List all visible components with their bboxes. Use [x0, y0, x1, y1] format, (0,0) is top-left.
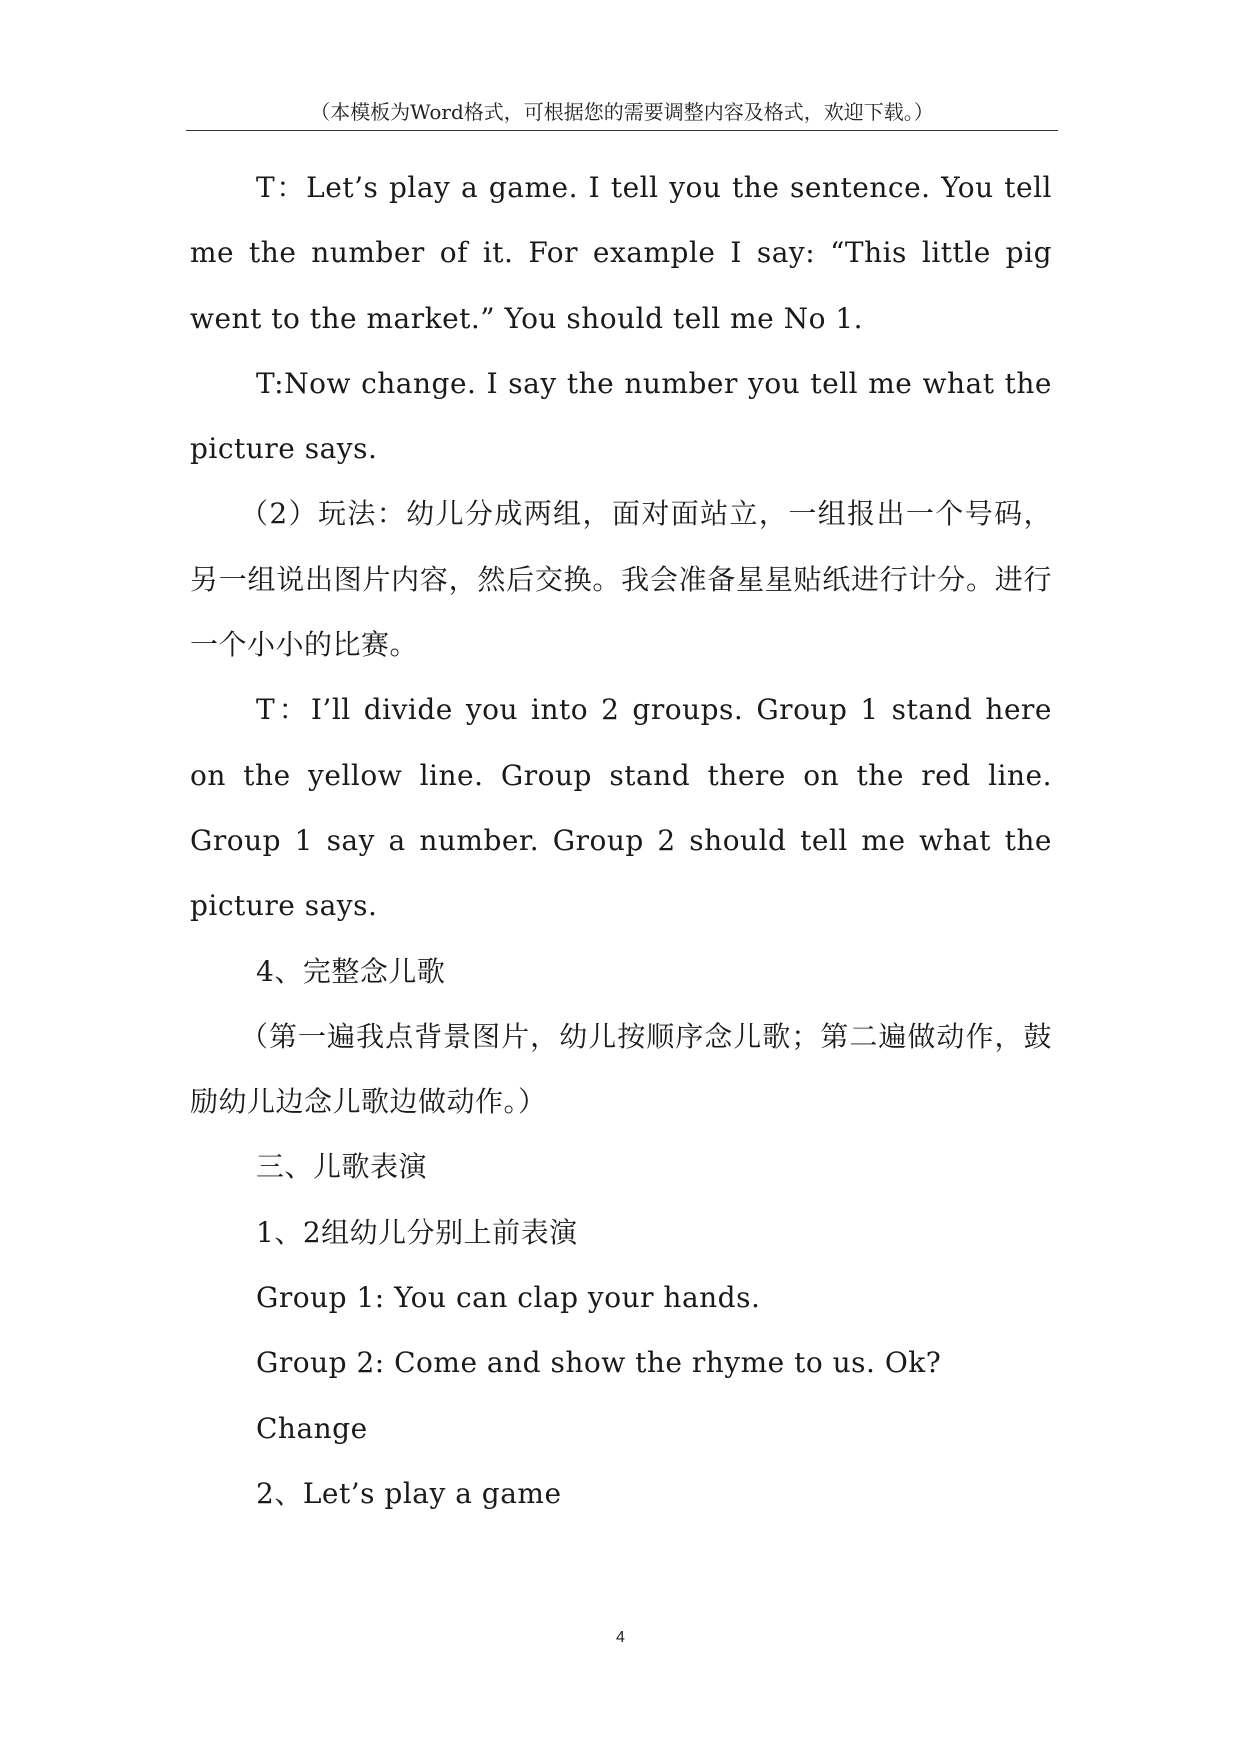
line-group-1: Group 1: You can clap your hands. — [256, 1281, 761, 1315]
step-play-game: 2、Let’s play a game — [256, 1476, 562, 1510]
paragraph-now-change: T:Now change. I say the number you tell me what the picture says. — [190, 366, 1052, 466]
step-group-performance: 1、2组幼儿分别上前表演 — [256, 1215, 578, 1249]
page-number: 4 — [616, 1629, 625, 1646]
line-group-2: Group 2: Come and show the rhyme to us. Ok? — [256, 1346, 942, 1380]
paragraph-recite-instructions: （第一遍我点背景图片，幼儿按顺序念儿歌；第二遍做动作，鼓励幼儿边念儿歌边做动作。） — [190, 1019, 1052, 1119]
header-divider — [186, 130, 1058, 131]
document-body — [190, 155, 1052, 1526]
section-heading-recite: 4、完整念儿歌 — [256, 954, 446, 988]
section-heading-performance: 三、儿歌表演 — [256, 1150, 428, 1184]
template-note: （本模板为Word格式，可根据您的需要调整内容及格式，欢迎下载。） — [310, 100, 934, 124]
paragraph-divide-groups: T：I’ll divide you into 2 groups. Group 1 stand here on the yellow line. Group stand there on the red line. Group 1 say a number. Group 2 should tell me what the picture says. — [190, 693, 1052, 923]
paragraph-game-intro: T：Let’s play a game. I tell you the sentence. You tell me the number of it. For example I say: “This little pig went to the market.” You should tell me No 1. — [190, 171, 1052, 335]
line-change: Change — [256, 1411, 368, 1445]
paragraph-rules: （2）玩法：幼儿分成两组，面对面站立，一组报出一个号码，另一组说出图片内容，然后交换。我会准备星星贴纸进行计分。进行一个小小的比赛。 — [190, 497, 1052, 662]
